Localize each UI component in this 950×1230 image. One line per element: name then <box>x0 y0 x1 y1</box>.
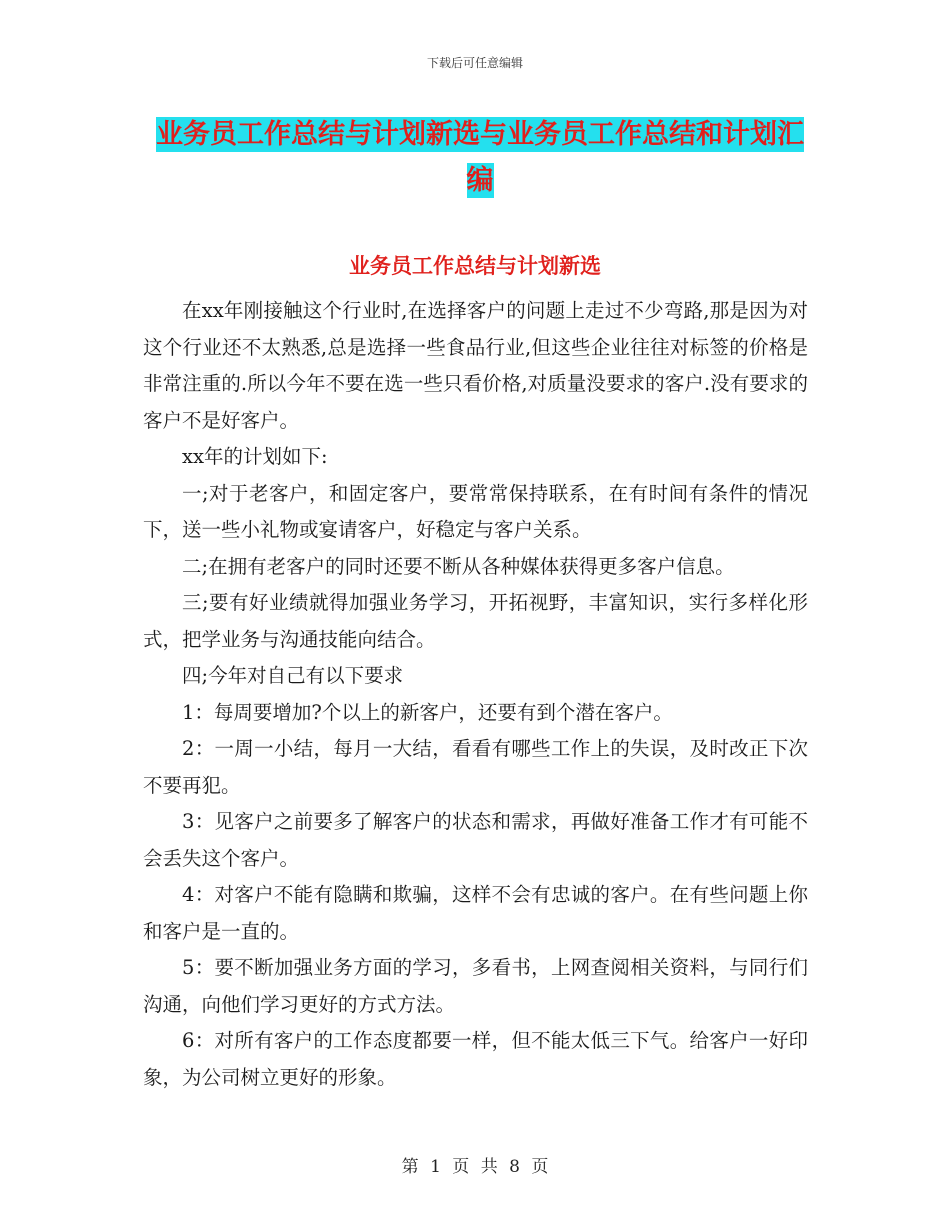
document-title-text: 业务员工作总结与计划新选与业务员工作总结和计划汇编 <box>156 119 804 196</box>
paragraph: xx年的计划如下: <box>182 445 328 468</box>
paragraph: 4：对客户不能有隐瞒和欺骗，这样不会有忠诚的客户。在有些问题上你和客户是一直的。 <box>143 883 808 943</box>
paragraph: 2：一周一小结，每月一大结，看看有哪些工作上的失误，及时改正下次不要再犯。 <box>143 737 808 797</box>
paragraph: 6：对所有客户的工作态度都要一样，但不能太低三下气。给客户一好印象，为公司树立更好的形象。 <box>143 1029 808 1089</box>
paragraph: 一;对于老客户，和固定客户，要常常保持联系，在有时间有条件的情况下，送一些小礼物或宴请客户，好稳定与客户关系。 <box>143 481 808 541</box>
section-subtitle: 业务员工作总结与计划新选 <box>349 254 601 278</box>
paragraph: 3：见客户之前要多了解客户的状态和需求，再做好准备工作才有可能不会丢失这个客户。 <box>143 810 808 870</box>
paragraph: 1：每周要增加?个以上的新客户，还要有到个潜在客户。 <box>182 700 673 724</box>
paragraph: 在xx年刚接触这个行业时,在选择客户的问题上走过不少弯路,那是因为对这个行业还不太熟悉,总是选择一些食品行业,但这些企业往往对标签的价格是非常注重的.所以今年不要在选一些只看价格,对质量没要求的客户.没有要求的客户不是好客户。 <box>143 299 808 432</box>
paragraph: 三;要有好业绩就得加强业务学习，开拓视野，丰富知识，实行多样化形式，把学业务与沟通技能向结合。 <box>143 591 808 651</box>
document-title <box>150 112 810 204</box>
paragraph: 四;今年对自己有以下要求 <box>182 664 404 687</box>
page-number-footer: 第 1 页 共 8 页 <box>401 1157 549 1177</box>
paragraph: 5：要不断加强业务方面的学习，多看书，上网查阅相关资料，与同行们沟通，向他们学习更好的方式方法。 <box>143 956 808 1016</box>
paragraph: 二;在拥有老客户的同时还要不断从各种媒体获得更多客户信息。 <box>182 554 735 578</box>
page-header-note: 下载后可任意编辑 <box>426 56 523 70</box>
document-body <box>143 293 808 1096</box>
